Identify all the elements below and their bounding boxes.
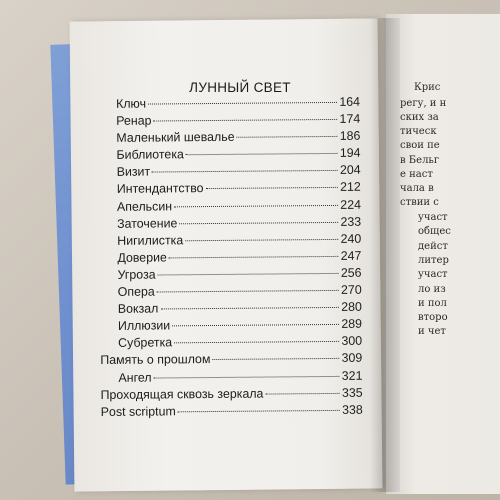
toc-entry-title: Маленький шевалье xyxy=(116,129,235,146)
toc-entry-title: Ключ xyxy=(115,96,147,111)
toc-entry-page: 164 xyxy=(339,94,361,109)
toc-leader-dots xyxy=(174,204,338,206)
toc-leader-dots xyxy=(157,290,339,293)
toc-entry-title: Заточение xyxy=(117,215,178,231)
toc-entry-page: 204 xyxy=(339,163,361,178)
toc-leader-dots xyxy=(169,256,339,258)
toc-entry-title: Ренар xyxy=(116,113,152,128)
right-page-line: чала в xyxy=(400,183,434,194)
toc-leader-dots xyxy=(212,358,339,360)
toc-entry-page: 300 xyxy=(341,334,363,349)
toc-entry-page: 240 xyxy=(340,231,362,246)
toc-entry-title: Вокзал xyxy=(117,301,159,316)
right-page xyxy=(386,14,500,494)
right-page-line: и чет xyxy=(418,326,446,337)
right-page-line: дейст xyxy=(418,241,448,252)
toc-leader-dots xyxy=(152,170,338,173)
toc-entry-page: 338 xyxy=(341,402,363,417)
right-page-line: ских за xyxy=(400,112,439,123)
toc-leader-dots xyxy=(160,307,339,310)
right-page-line: в Бельг xyxy=(400,155,440,166)
book-gutter xyxy=(370,18,400,492)
section-title: ЛУННЫЙ СВЕТ xyxy=(189,80,291,95)
toc-entry-title: Интендантство xyxy=(116,181,204,197)
right-page-line: и пол xyxy=(418,298,447,309)
toc-leader-dots xyxy=(154,375,340,378)
toc-entry-title: Нигилистка xyxy=(117,233,184,248)
toc-leader-dots xyxy=(265,392,339,394)
right-page-line: свои пе xyxy=(400,140,440,151)
right-page-line: участ xyxy=(418,269,448,280)
toc-entry-title: Ангел xyxy=(118,370,152,385)
toc-leader-dots xyxy=(185,239,338,241)
toc-entry-page: 194 xyxy=(339,145,361,161)
right-page-line: тическ xyxy=(400,126,437,137)
toc-entry-title: Визит xyxy=(116,164,151,180)
toc-entry-title: Опера xyxy=(117,284,155,299)
toc-entry-title: Апельсин xyxy=(116,198,173,214)
toc-entry-page: 186 xyxy=(339,128,361,144)
toc-entry-page: 212 xyxy=(340,180,361,195)
right-page-line: регу, и н xyxy=(400,98,447,109)
toc-entry-title: Post scriptum xyxy=(100,404,176,419)
toc-leader-dots xyxy=(148,102,337,105)
toc-entry xyxy=(101,402,363,421)
toc-entry-page: 280 xyxy=(341,299,362,315)
right-page-line: литер xyxy=(418,255,449,266)
right-page-line: ло из xyxy=(418,284,446,295)
toc-entry-title: Субретка xyxy=(118,335,173,351)
toc-leader-dots xyxy=(172,324,339,326)
toc-leader-dots xyxy=(178,410,340,412)
toc-leader-dots xyxy=(179,222,338,224)
right-page-line: ствии с xyxy=(400,197,439,208)
right-page-line: е наст xyxy=(400,169,433,180)
toc-leader-dots xyxy=(186,153,338,155)
toc-entry-title: Библиотека xyxy=(116,147,184,163)
table-of-contents xyxy=(98,95,363,422)
toc-entry-title: Доверие xyxy=(117,250,167,265)
toc-entry-page: 309 xyxy=(341,351,363,366)
toc-leader-dots xyxy=(237,136,338,138)
toc-leader-dots xyxy=(206,187,339,189)
toc-entry-page: 289 xyxy=(341,316,363,332)
toc-entry-page: 321 xyxy=(341,368,363,383)
toc-entry-page: 224 xyxy=(340,197,362,212)
toc-entry-page: 174 xyxy=(339,111,361,126)
right-page-line: участ xyxy=(418,212,448,223)
toc-entry-page: 247 xyxy=(340,248,362,263)
toc-entry-page: 270 xyxy=(340,282,362,297)
toc-entry-title: Угроза xyxy=(117,267,156,282)
right-page-line: общес xyxy=(418,226,451,237)
toc-entry-page: 335 xyxy=(341,385,363,400)
toc-entry-page: 233 xyxy=(340,214,362,229)
right-page-line: Крис xyxy=(414,82,441,93)
toc-entry-title: Иллюзии xyxy=(117,318,171,334)
toc-leader-dots xyxy=(153,119,337,122)
toc-entry-title: Проходящая сквозь зеркала xyxy=(100,386,264,402)
toc-entry-page: 256 xyxy=(340,265,362,280)
toc-leader-dots xyxy=(158,273,339,276)
toc-entry-title: Память о прошлом xyxy=(100,352,211,368)
toc-leader-dots xyxy=(174,341,339,343)
right-page-line: второ xyxy=(418,312,448,323)
